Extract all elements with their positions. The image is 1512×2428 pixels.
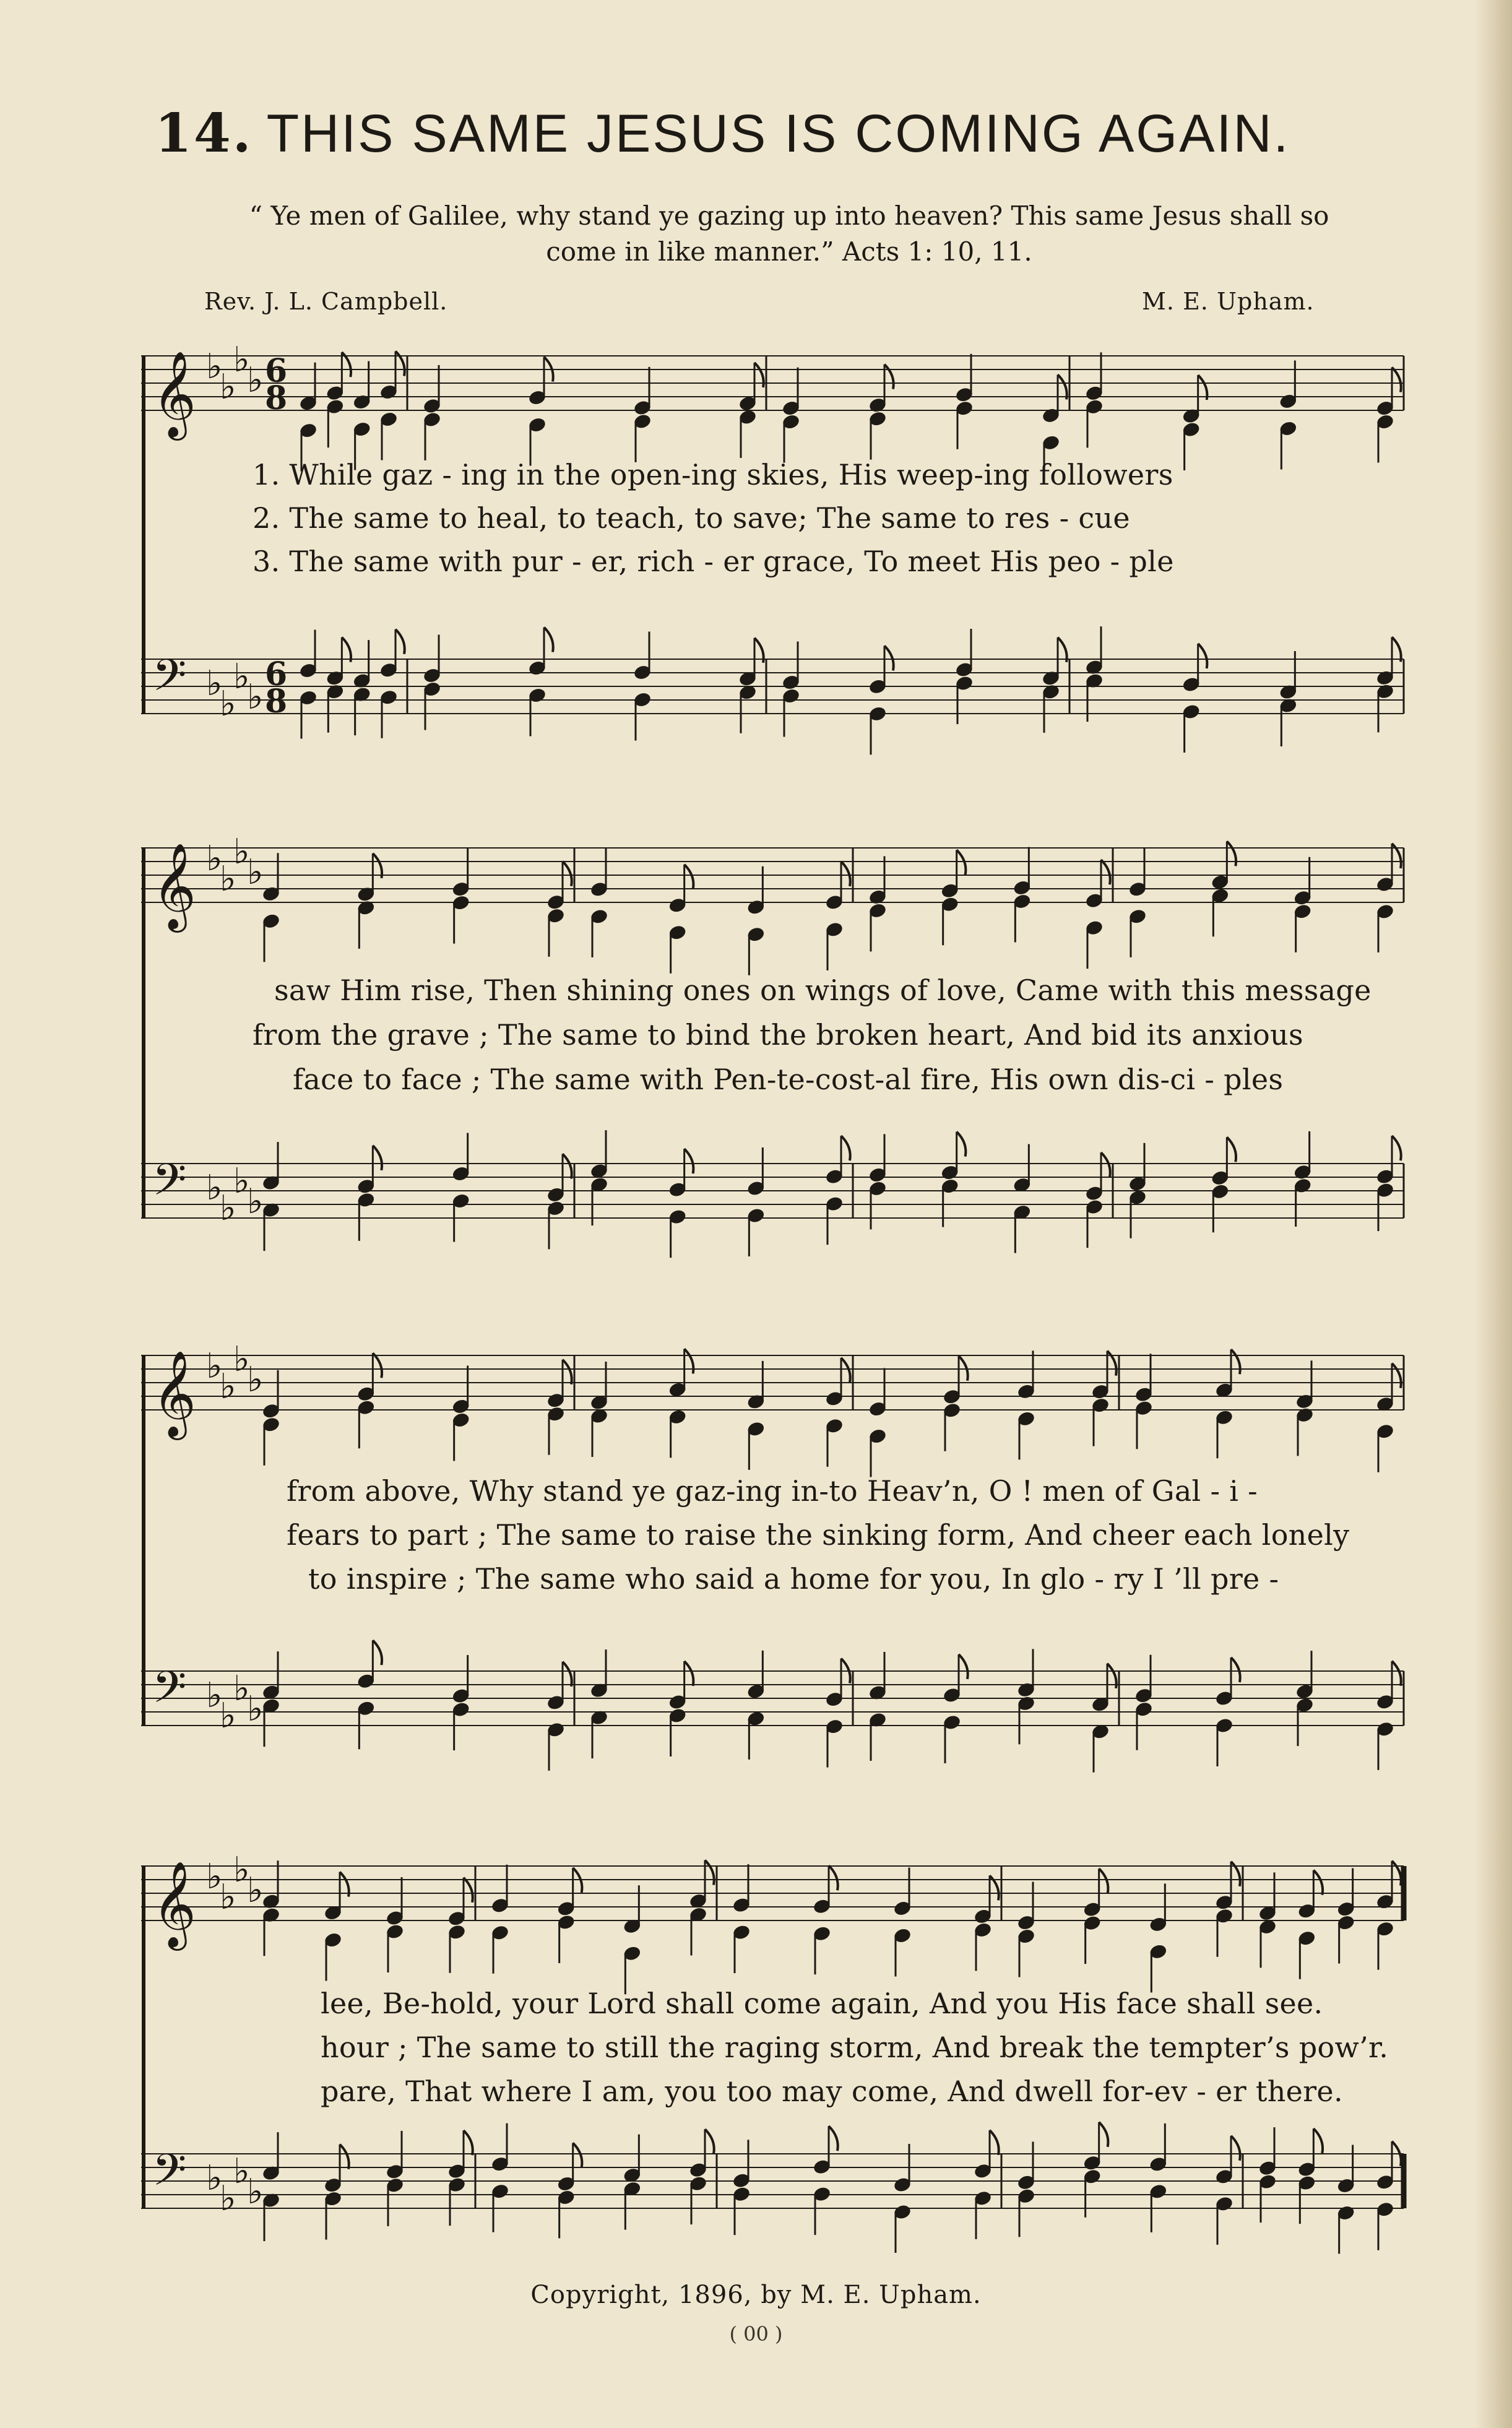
verse-3-lyric: face to face ; The same with Pen-te-cost-al fire, His own dis-ci - ples [293, 1063, 1284, 1096]
flat-sign-icon: ♭ [220, 1696, 236, 1736]
notation-svg [141, 829, 1410, 1287]
treble-clef-icon: 𝄞 [152, 1861, 196, 1947]
verse-1-lyric: saw Him rise, Then shining ones on wings of love, Came with this message [274, 974, 1372, 1007]
bass-clef-icon: 𝄢 [152, 650, 187, 712]
note-flag [464, 1878, 473, 1903]
time-signature-top: 6 [265, 352, 288, 390]
note-flag [705, 2129, 714, 2154]
bass-clef-icon: 𝄢 [152, 1154, 187, 1216]
scripture-epigraph [173, 198, 1405, 270]
note-flag [884, 365, 894, 389]
flat-sign-icon: ♭ [233, 1669, 250, 1709]
flat-sign-icon: ♭ [220, 859, 236, 899]
verse-2-lyric: fears to part ; The same to raise the sinking form, And cheer each lonely [287, 1518, 1350, 1552]
note-flag [573, 2143, 582, 2167]
flat-sign-icon: ♭ [206, 1675, 223, 1716]
note-flag [705, 1860, 714, 1885]
note-flag [685, 1661, 694, 1686]
epigraph-line: come in like manner.” Acts 1: 10, 11. [546, 236, 1032, 267]
verse-3-lyric: 3. The same with pur - er, rich - er grace, To meet His peo - ple [253, 545, 1174, 578]
flat-sign-icon: ♭ [220, 2179, 236, 2219]
note-flag [563, 1662, 572, 1687]
music-system-4 [141, 1851, 1410, 2259]
note-flag [1392, 637, 1401, 662]
verse-1-lyric: 1. While gaz - ing in the open-ing skies, His weep-ing followers [253, 458, 1173, 491]
flat-sign-icon: ♭ [247, 677, 264, 717]
note-flag [373, 1146, 382, 1170]
bass-clef-icon: 𝄢 [152, 2145, 187, 2206]
music-system-2 [141, 829, 1410, 1287]
note-flag [685, 1349, 694, 1373]
verse-3-lyric: to inspire ; The same who said a home for you, In glo - ry I ’ll pre - [308, 1562, 1279, 1596]
flat-sign-icon: ♭ [206, 663, 223, 704]
flat-sign-icon: ♭ [220, 367, 236, 407]
note-flag [841, 1136, 850, 1160]
verse-2-lyric: from the grave ; The same to bind the broken heart, And bid its anxious [253, 1018, 1303, 1052]
note-flag [395, 351, 405, 376]
hymn-title: THIS SAME JESUS IS COMING AGAIN. [266, 104, 1290, 163]
verse-2-lyric: 2. The same to heal, to teach, to save; The same to res - cue [253, 501, 1130, 535]
note-flag [342, 637, 351, 662]
page-number: ( 00 ) [729, 2322, 783, 2346]
copyright-notice: Copyright, 1896, by M. E. Upham. [530, 2281, 982, 2309]
flat-sign-icon: ♭ [247, 2172, 264, 2212]
note-flag [1107, 1351, 1117, 1376]
note-flag [959, 1356, 968, 1381]
flat-sign-icon: ♭ [206, 1857, 223, 1897]
note-flag [959, 1654, 968, 1679]
note-flag [544, 628, 553, 652]
note-flag [1198, 644, 1207, 668]
note-flag [1101, 860, 1110, 884]
flat-sign-icon: ♭ [233, 1161, 250, 1201]
flat-sign-icon: ♭ [206, 2158, 223, 2198]
note-flag [1058, 374, 1067, 399]
note-flag [884, 646, 894, 670]
hymn-title-line [155, 102, 1368, 165]
note-flag [685, 865, 694, 889]
hymn-number: 14. [155, 102, 253, 165]
treble-clef-icon: 𝄞 [152, 351, 196, 437]
flat-sign-icon: ♭ [247, 1182, 264, 1222]
note-flag [1392, 368, 1401, 392]
note-flag [373, 1353, 382, 1378]
page-edge-shadow [1475, 0, 1512, 2428]
time-signature-bottom: 8 [265, 379, 288, 417]
flat-sign-icon: ♭ [220, 1877, 236, 1917]
bass-clef-icon: 𝄢 [152, 1662, 187, 1724]
note-flag [1231, 1349, 1240, 1374]
flat-sign-icon: ♭ [206, 1168, 223, 1208]
note-flag [1099, 2122, 1108, 2147]
note-flag [464, 2130, 473, 2155]
note-flag [1392, 1661, 1401, 1686]
flat-sign-icon: ♭ [220, 1188, 236, 1229]
note-flag [340, 2145, 349, 2169]
note-flag [563, 1360, 572, 1385]
note-flag [563, 862, 572, 886]
flat-sign-icon: ♭ [233, 1851, 250, 1890]
verse-3-lyric: pare, That where I am, you too may come, And dwell for-ev - er there. [321, 2075, 1343, 2108]
note-flag [1058, 637, 1067, 662]
flat-sign-icon: ♭ [206, 1346, 223, 1386]
note-flag [1231, 2136, 1240, 2161]
music-system-3 [141, 1337, 1410, 1807]
flat-sign-icon: ♭ [206, 839, 223, 879]
flat-sign-icon: ♭ [233, 2151, 250, 2192]
music-system-1 [141, 337, 1410, 795]
note-flag [957, 1132, 966, 1157]
note-flag [1313, 1870, 1323, 1895]
note-flag [1227, 1137, 1236, 1162]
note-flag [1392, 1363, 1401, 1388]
flat-sign-icon: ♭ [247, 1689, 264, 1729]
note-flag [829, 2126, 838, 2151]
note-flag [829, 1865, 838, 1890]
note-flag [373, 1640, 382, 1665]
note-flag [841, 1358, 850, 1383]
note-flag [1101, 1152, 1110, 1177]
flat-sign-icon: ♭ [220, 684, 236, 724]
note-flag [1392, 844, 1401, 868]
flat-sign-icon: ♭ [206, 347, 223, 387]
note-flag [395, 629, 405, 654]
note-flag [990, 2130, 999, 2155]
note-flag [1231, 1657, 1240, 1682]
note-flag [685, 1149, 694, 1173]
treble-clef-icon: 𝄞 [152, 843, 196, 929]
composer-credit: M. E. Upham. [1142, 288, 1315, 315]
note-flag [1392, 1136, 1401, 1160]
verse-1-lyric: from above, Why stand ye gaz-ing in-to Heav’n, O ! men of Gal - i - [287, 1474, 1258, 1508]
note-flag [1392, 1861, 1401, 1886]
flat-sign-icon: ♭ [233, 832, 250, 872]
flat-sign-icon: ♭ [247, 852, 264, 892]
flat-sign-icon: ♭ [233, 1339, 250, 1380]
verse-1-lyric: lee, Be-hold, your Lord shall come again, And you His face shall see. [321, 1987, 1323, 2020]
note-flag [1313, 2128, 1323, 2153]
flat-sign-icon: ♭ [247, 1360, 264, 1400]
verse-2-lyric: hour ; The same to still the raging storm, And break the tempter’s pow’r. [321, 2031, 1389, 2064]
lyricist-credit: Rev. J. L. Campbell. [204, 288, 448, 315]
flat-sign-icon: ♭ [233, 340, 250, 380]
flat-sign-icon: ♭ [247, 360, 264, 400]
time-signature-bottom: 8 [265, 683, 288, 720]
note-flag [841, 862, 850, 886]
time-signature-top: 6 [265, 655, 288, 693]
note-flag [1227, 841, 1236, 866]
flat-sign-icon: ♭ [247, 1870, 264, 1911]
note-flag [957, 850, 966, 875]
note-flag [373, 853, 382, 878]
note-flag [1231, 1862, 1240, 1886]
flat-sign-icon: ♭ [233, 657, 250, 697]
note-flag [563, 1154, 572, 1178]
treble-clef-icon: 𝄞 [152, 1350, 196, 1436]
note-flag [1099, 1869, 1108, 1893]
flat-sign-icon: ♭ [220, 1367, 236, 1407]
epigraph-line: “ Ye men of Galilee, why stand ye gazing up into heaven? This same Jesus shall so [249, 201, 1329, 231]
